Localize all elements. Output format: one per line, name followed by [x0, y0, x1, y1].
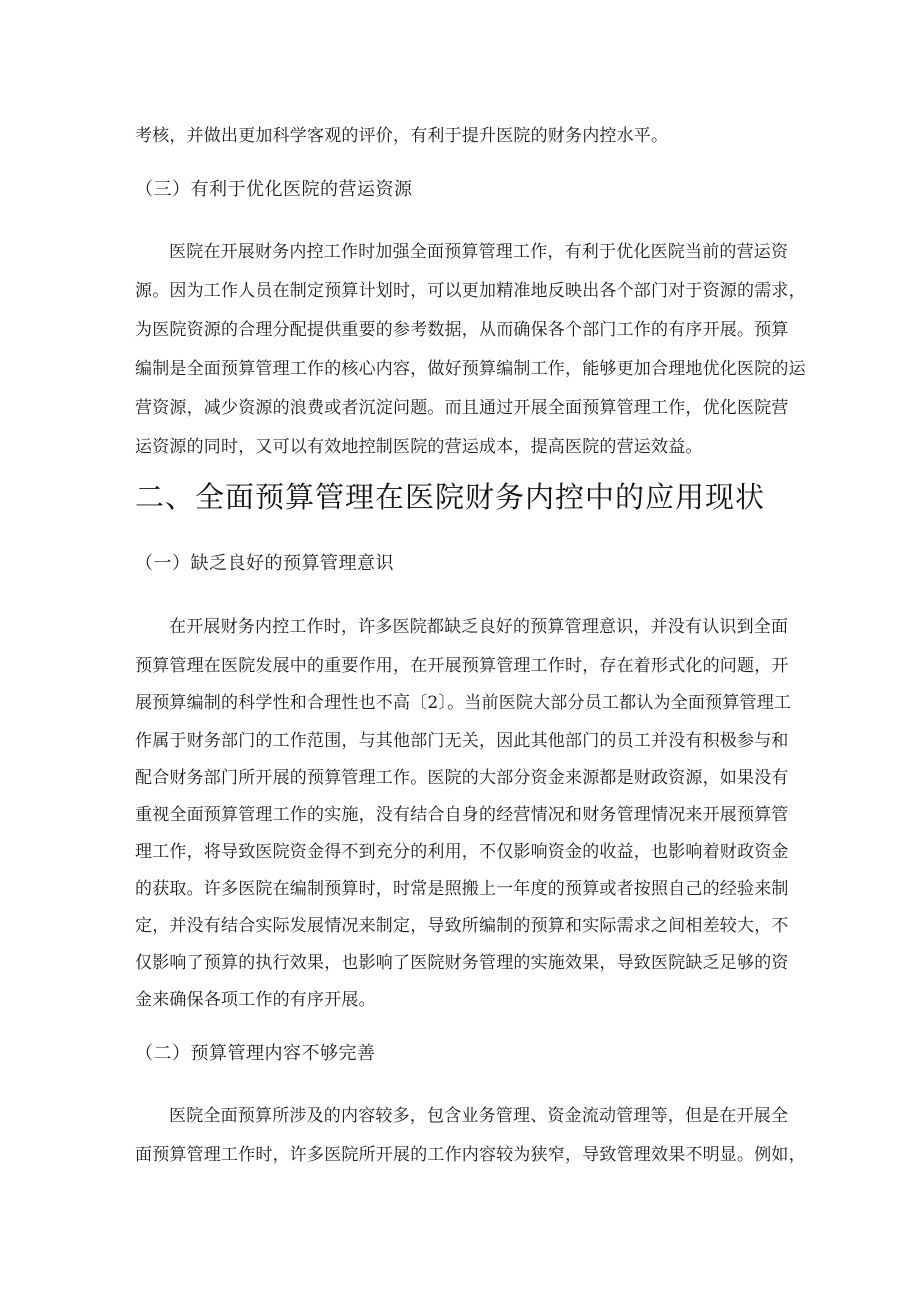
paragraph-line: 理工作，将导致医院资金得不到充分的利用，不仅影响资金的收益，也影响着财政资金	[135, 842, 789, 862]
paragraph-line: 营资源，减少资源的浪费或者沉淀问题。而且通过开展全面预算管理工作，优化医院营	[135, 398, 789, 418]
paragraph-line: 考核，并做出更加科学客观的评价，有利于提升医院的财务内控水平。	[135, 126, 669, 146]
paragraph-line: 运资源的同时，又可以有效地控制医院的营运成本，提高医院的营运效益。	[135, 437, 703, 457]
paragraph-line: 面预算管理工作时，许多医院所开展的工作内容较为狭窄，导致管理效果不明显。例如，	[135, 1145, 806, 1165]
paragraph-line: 编制是全面预算管理工作的核心内容，做好预算编制工作，能够更加合理地优化医院的运	[135, 359, 806, 379]
paragraph-line: 作属于财务部门的工作范围，与其他部门无关，因此其他部门的员工并没有积极参与和	[135, 731, 789, 751]
paragraph-line: 源。因为工作人员在制定预算计划时，可以更加精准地反映出各个部门对于资源的需求，	[135, 281, 806, 301]
paragraph-line: 预算管理在医院发展中的重要作用，在开展预算管理工作时，存在着形式化的问题，开	[135, 656, 789, 676]
section-heading: （一）缺乏良好的预算管理意识	[135, 553, 394, 574]
paragraph-line: 展预算编制的科学性和合理性也不高〔2〕。当前医院大部分员工都认为全面预算管理工	[135, 693, 792, 713]
paragraph-line: 定，并没有结合实际发展情况来制定，导致所编制的预算和实际需求之间相差较大，不	[135, 916, 789, 936]
paragraph-line: 金来确保各项工作的有序开展。	[135, 990, 376, 1010]
paragraph-line: 为医院资源的合理分配提供重要的参考数据，从而确保各个部门工作的有序开展。预算	[135, 320, 789, 340]
paragraph-line: 重视全面预算管理工作的实施，没有结合自身的经营情况和财务管理情况来开展预算管	[135, 805, 789, 825]
section-heading: （三）有利于优化医院的营运资源	[135, 179, 413, 200]
section-heading: （二）预算管理内容不够完善	[135, 1043, 376, 1064]
paragraph-line: 仅影响了预算的执行效果，也影响了医院财务管理的实施效果，导致医院缺乏足够的资	[135, 953, 789, 973]
paragraph-line: 医院在开展财务内控工作时加强全面预算管理工作，有利于优化医院当前的营运资	[169, 242, 789, 262]
paragraph-line: 的获取。许多医院在编制预算时，时常是照搬上一年度的预算或者按照自己的经验来制	[135, 879, 789, 899]
paragraph-line: 在开展财务内控工作时，许多医院都缺乏良好的预算管理意识，并没有认识到全面	[169, 617, 789, 637]
chapter-heading: 二、全面预算管理在医院财务内控中的应用现状	[135, 480, 766, 514]
paragraph-line: 医院全面预算所涉及的内容较多，包含业务管理、资金流动管理等，但是在开展全	[169, 1106, 789, 1126]
paragraph-line: 配合财务部门所开展的预算管理工作。医院的大部分资金来源都是财政资源，如果没有	[135, 768, 789, 788]
